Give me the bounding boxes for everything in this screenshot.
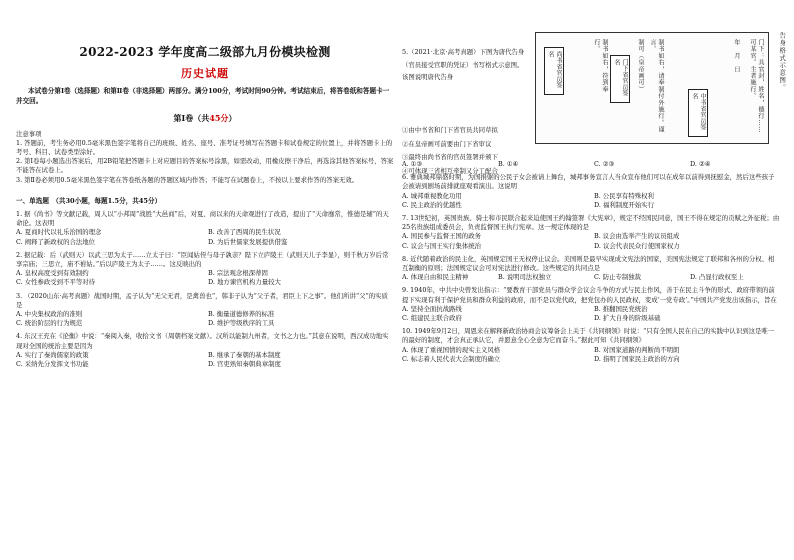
left-column	[16, 45, 394, 369]
question-options	[402, 232, 780, 250]
section-label: 第Ⅰ卷（共	[173, 113, 210, 124]
doc-col-1: 门下：具官封，姓名，德行……可某官。主者施行。	[749, 39, 764, 133]
question-options	[402, 305, 780, 323]
question-item	[402, 214, 780, 251]
choice-option: C. 议会与国王实行集体统治	[402, 241, 482, 250]
right-question-list	[402, 173, 780, 364]
question-stem: 7. 13世纪初，英国贵族、骑士和市民联合起来迫使国王约翰签署《大宪章》，规定不经国民同意，国王不得在规定的贡赋之外征税；由25名贵族组成委员会，负责监督国王执行宪章。这一规定体现的是	[402, 214, 780, 232]
question-stem: 8. 近代随着政治的民主化，英国规定国王无权停止议会。美国则是最早实现成文宪法的国家，美国宪法规定了联邦和各州的分权、相互制衡的原则；法国规定议会可对宪法进行修改。这些规定的共同点是	[402, 254, 775, 273]
choice-option: B. ①④	[498, 160, 519, 168]
doc-col-3: 制可（皇帝画可）	[637, 39, 644, 93]
choice-option: C. 女性参政受到不平等对待	[16, 278, 96, 287]
choice-option: B. 改善了西周的民生状况	[208, 228, 281, 237]
choice-option: B. 推翻国民党统治	[594, 304, 648, 313]
choice-option: D. 福利制度开始实行	[594, 200, 655, 209]
choice-option: C. 民主政治的优越性	[402, 200, 462, 209]
left-question-list	[16, 210, 394, 369]
choice-option: B. 对国家道路的判断尚不明朗	[594, 345, 680, 354]
choice-option: C. 组建民主联合政府	[402, 314, 462, 323]
choice-option: D. 官吏熟知秦朝典章制度	[208, 360, 281, 369]
choice-option: A. 中央集权政治的准则	[16, 310, 83, 319]
question-item	[402, 255, 780, 283]
question-options	[16, 351, 394, 369]
doc-col-5: 制书如右，符到奉行。	[593, 39, 608, 93]
statement-item: ①由中书省和门下省官员共同草拟	[402, 126, 498, 134]
question-options	[16, 228, 394, 246]
choice-option: A. ①③	[402, 160, 423, 168]
section-end: ）	[228, 113, 237, 124]
note-item: 1. 答题前，考生务必用0.5毫米黑色签字笔将自己的班级、姓名、座号、准考证号填写在答题卡和试卷规定的位置上，并将答题卡上的考号、科目、试卷类型涂好。	[16, 138, 393, 157]
choice-option: A. 城邦重视教化功用	[402, 191, 462, 200]
notes-list	[16, 139, 394, 185]
note-item: 3. 第Ⅱ卷必须用0.5毫米黑色签字笔在答卷纸各题的答题区域内作答；不能写在试题卷上，不按以上要求作答的答案无效。	[16, 175, 359, 184]
question-item	[16, 292, 394, 329]
right-column	[402, 32, 787, 364]
question-stem: 4. 东汉王充在《论衡》中说：“秦阅入秦，收拾文书（周朝档案文献）。汉所以能制九州者，文书之力也。”其意在说明，西汉成功地实现对全国的统治主要是因为	[16, 332, 389, 350]
section-score: 45分	[209, 113, 229, 124]
choice-option: B. 衡量道德修养的标准	[208, 310, 275, 319]
gaoshen-diagram	[535, 32, 769, 144]
choice-option: C. 阐释了新政权的合法地位	[16, 237, 96, 246]
choice-option: B. 说明司法权独立	[498, 273, 552, 282]
choice-option: C. 防止专制独裁	[594, 273, 642, 282]
section-heading	[16, 114, 394, 123]
choice-option: D. 议会代表民众行使国家权力	[594, 241, 680, 250]
question-stem: 9. 1940年，中共中央曾发出指示：“要教育干部党员与群众学会议会斗争的方式与民主作风，善于在民主斗争的形式、政府带领的前提下实现有利于保护党员和群众利益的政府，而不是以党代政，把党包办的人民政权，变成‘一党专政’。”中国共产党发出该指示，旨在	[402, 286, 777, 304]
stamp-shangshu: 尚书省官员签名	[544, 47, 564, 95]
question-options	[402, 346, 780, 364]
question-item	[402, 327, 780, 364]
choice-option: D. ②④	[690, 160, 711, 168]
choice-option: C. ②③	[594, 160, 615, 168]
question-item	[16, 251, 394, 288]
doc-col-4: 制书如右，请奉制付外施行。谨言。	[649, 39, 664, 133]
choice-option: C. 采纳先分发挥文书功能	[16, 360, 89, 369]
choice-option: D. 指明了国家民主政治的方向	[594, 354, 680, 363]
exam-intro: 本试卷分第Ⅰ卷（选择题）和第Ⅱ卷（非选择题）两部分。满分100分，考试时间90分钟。考试结束后，将答卷纸和答题卡一并交回。	[16, 87, 390, 106]
choice-option: D. 扩大自身的阶级基础	[594, 314, 661, 323]
doc-col-2: 年 月 日	[733, 39, 740, 73]
exam-title: 2022-2023 学年度高二级部九月份模块检测	[79, 45, 331, 59]
choice-option: D. 地方谏官机构力量较大	[208, 278, 281, 287]
choice-option: D. 为后世儒家发展提供借鉴	[208, 237, 288, 246]
question-5-statements	[402, 124, 526, 178]
statement-item: ③最终由尚书省的官员签署并颁下	[402, 153, 498, 162]
choice-option: C. 统治阶层的行为规范	[16, 319, 83, 328]
choice-option: A. 皇权高度受到有效制约	[16, 269, 89, 278]
choice-option: A. 体现自由和民主精神	[402, 273, 469, 282]
question-5-stem: 5.（2021·北京·高考真题）下图为唐代告身（官员接受官职的凭证）书写格式示意图。该图说明唐代告身	[402, 48, 525, 82]
question-options	[16, 310, 394, 328]
choice-option: C. 标志着人民代表大会制度的确立	[402, 354, 501, 363]
choice-option: A. 国民参与监督王国的政务	[402, 232, 481, 241]
question-stem: 10. 1949年9月2日，周恩来在解释新政治协商会议筹备会上关于《共同纲领》时说：“只有全国人民在自己的实践中认识到这是唯一的最好的制度，才会真正承认它，并愿意全心全意为它而奋斗。”据此可知《共同纲领》	[402, 327, 775, 345]
choice-option: B. 议会由选举产生的议员组成	[594, 232, 680, 241]
question-item	[402, 286, 780, 323]
choice-option: B. 公民享有特殊权利	[594, 191, 654, 200]
choice-option: A. 夏商时代以礼乐治国的理念	[16, 228, 102, 237]
statement-item: ④可体现三省相互牵制又分工配合	[402, 166, 498, 175]
notes-title: 注意事项	[16, 129, 42, 138]
question-stem: 6. 雅典城邦鼎盛时期，为国捐躯的公民子女会被请上舞台，城邦事务宣言人当众宣布他们可以在成年以前得到抚慰金，然后这些孩子会被请到剧场前排就座观看演出。这说明	[402, 173, 775, 191]
note-item: 2. 第Ⅰ卷每小题选出答案后，用2B铅笔把答题卡上对应题目的答案标号涂黑，如需改动，用橡皮擦干净后，再选涂其他答案标号，答案不能答在试卷上。	[16, 157, 394, 175]
choice-option: B. 宗法观念根深蒂固	[208, 269, 268, 278]
stamp-menxia: 门下省官员签名	[610, 55, 630, 103]
choice-option: A. 坚持全面抗战路线	[402, 304, 462, 313]
choice-option: B. 继承了秦朝的基本制度	[208, 350, 281, 359]
choice-option: D. 凸显行政权至上	[690, 273, 744, 282]
choice-option: A. 体现了重视国情的现实主义风格	[402, 345, 501, 354]
question-options	[402, 192, 780, 210]
question-options	[16, 269, 394, 287]
diagram-caption: 告身格式示意图。	[778, 32, 787, 92]
question-item	[402, 173, 780, 210]
question-stem: 3. （2020山东·高考真题）战国时期，孟子认为“无父无君，是禽兽也”，韩非子认为“父子者，君臣上下之事”。他们所讲“父”的实质是	[16, 291, 388, 309]
question-stem: 1. 据《尚书》等文献记载，周人以“小邦周”战胜“大邑商”后，对夏、商以来的天命观进行了改造，提出了“天命靡常，惟德是辅”的天命论。这表明	[16, 210, 389, 228]
stamp-zhongshu: 中书省官员签名	[688, 89, 708, 137]
question-stem: 2. 据记载：后（武则天）以武三思为太子……立太子曰：“臣闻姑侄与母子孰亲？陛下立庐陵王（武则天儿子李显），则千秋万岁后常享宗庙；三思立，庙不祔姑。”后以庐陵王为太子……。这反映出的	[16, 250, 389, 269]
question-item	[16, 210, 394, 247]
choice-option: D. 维护等级秩序的工具	[208, 319, 275, 328]
choice-option: A. 实行了秦尚儒家的政策	[16, 350, 89, 359]
statement-item: ②在皇帝画可前要由门下省审议	[402, 139, 492, 148]
part-heading: 一、单选题 （共30小题，每题1.5分，共45分）	[16, 196, 162, 205]
question-options	[402, 273, 780, 282]
exam-subject: 历史试题	[181, 67, 229, 81]
question-item	[16, 332, 394, 369]
